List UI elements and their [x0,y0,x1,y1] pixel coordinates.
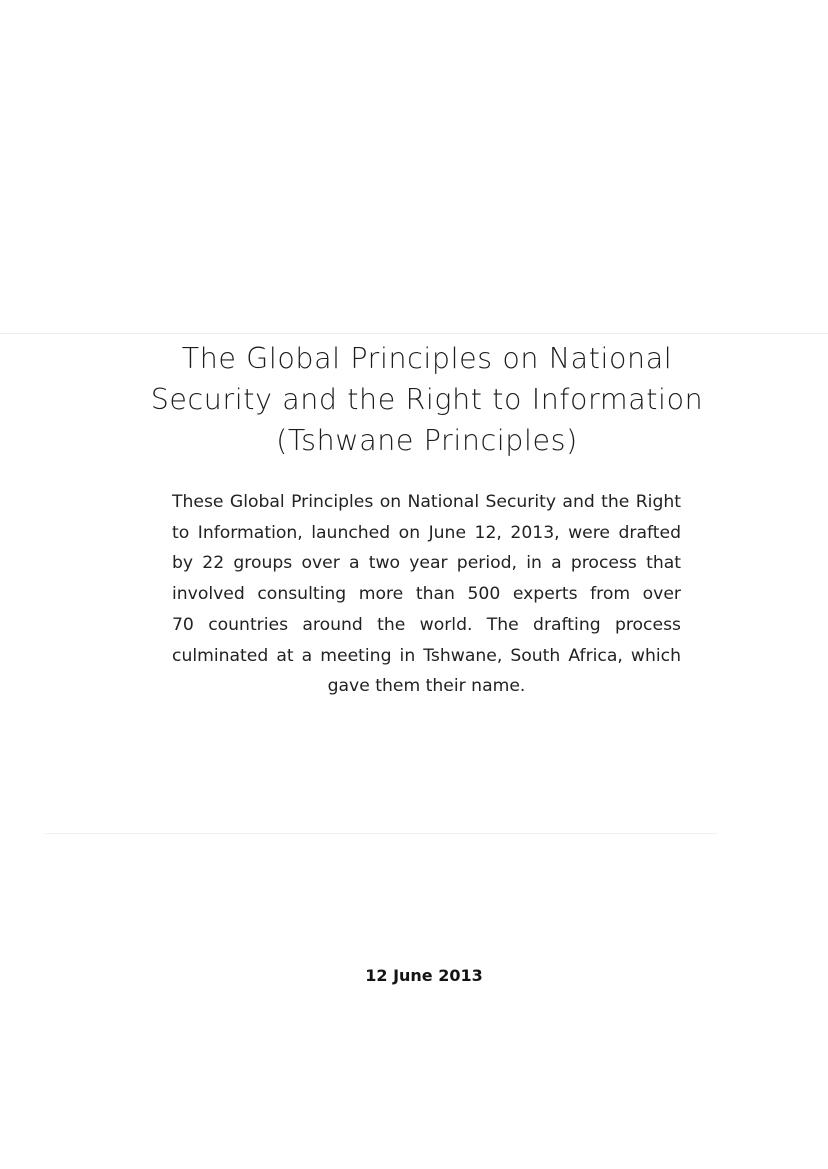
title-line-1: The Global Principles on National [181,342,673,375]
intro-line-1: These Global Principles on National Security and the Right [172,492,681,512]
top-divider [0,333,828,334]
intro-line-2: to Information, launched on June 12, 2013, were drafted [172,522,681,543]
title-line-3: (Tshwane Principles) [276,424,578,457]
intro-line-5: 70 countries around the world. The drafting process [172,614,681,635]
bottom-divider [45,833,717,834]
publication-date: 12 June 2013 [365,966,483,985]
intro-line-3: by 22 groups over a two year period, in a process that [172,553,681,574]
intro-line-6: culminated at a meeting in Tshwane, South Africa, which [172,645,681,666]
intro-line-4: involved consulting more than 500 experts from over [172,584,681,605]
intro-paragraph [172,487,681,702]
title-line-2: Security and the Right to Information [150,383,704,416]
document-title [0,338,828,461]
intro-line-7: gave them their name. [327,676,526,697]
